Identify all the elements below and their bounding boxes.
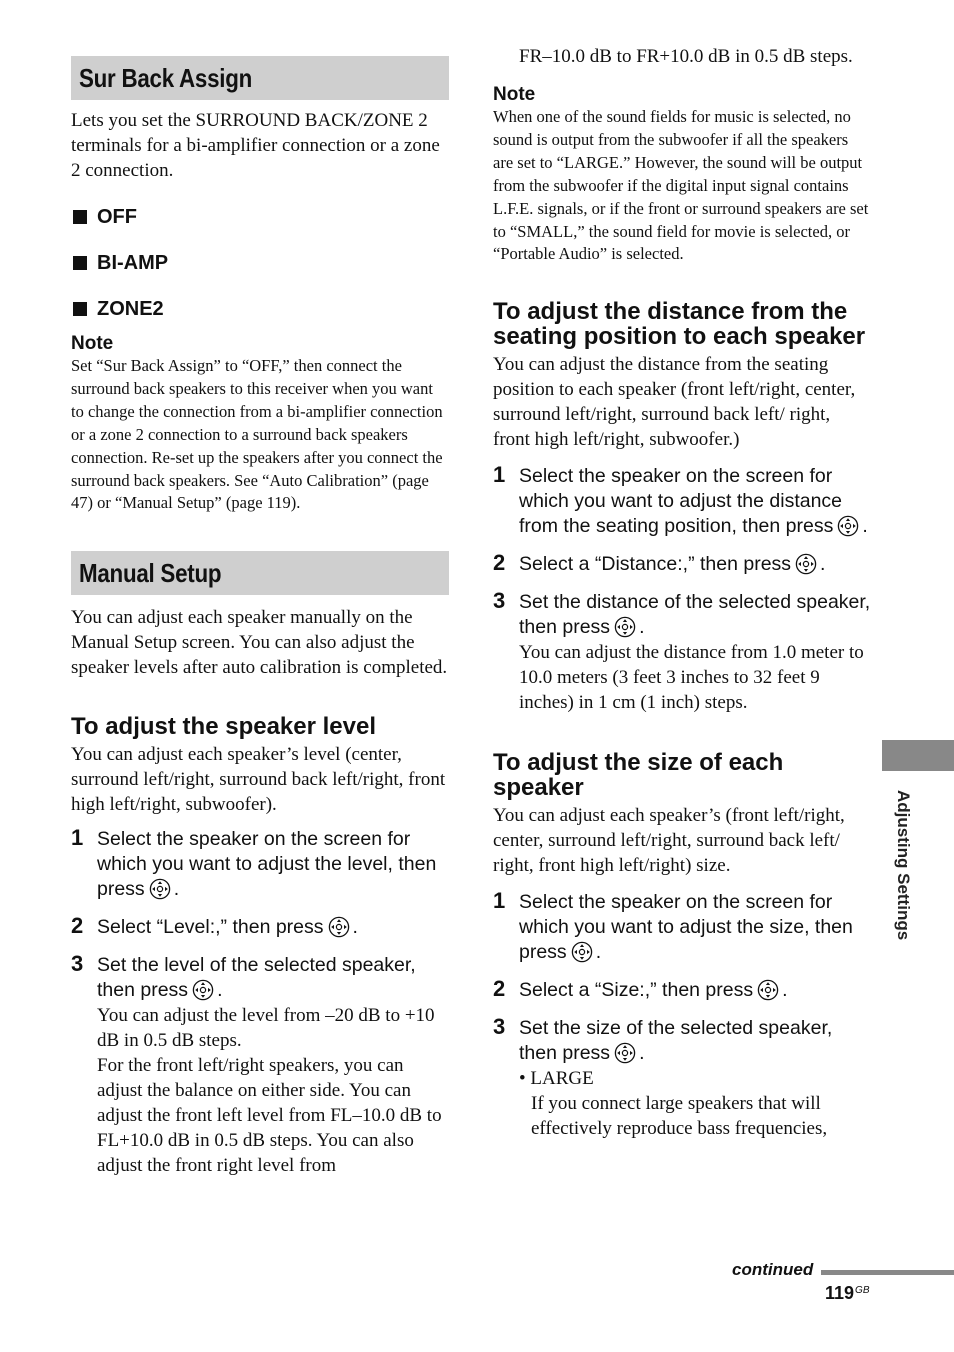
enter-button-icon	[192, 979, 214, 1001]
section-header-sur-back-assign	[71, 56, 449, 100]
option-off	[71, 205, 449, 229]
level-step-3: 3 Set the level of the selected speaker, then press . You can adjust the level from –20 dB to +10 dB in 0.5 dB steps. For the front left/right speakers, you can adjust the balance on either side. You can adjust the front left level from FL–10.0 dB to FL+10.0 dB in 0.5 dB steps. You can also adjust the front right level from	[71, 953, 449, 1178]
step-number: 2	[493, 976, 506, 1002]
level-step-1: 1 Select the speaker on the screen for which you want to adjust the level, then press .	[71, 825, 437, 901]
continued-bar	[821, 1270, 954, 1275]
step-description: For the front left/right speakers, you can adjust the balance on either side. You can adjust the front left level from FL–10.0 dB to FL+10.0 dB in 0.5 dB steps. You can also adjust the front right level from	[97, 1055, 442, 1177]
step-description: You can adjust the level from –20 dB to +10 dB in 0.5 dB steps.	[97, 1005, 435, 1052]
distance-step-3: 3 Set the distance of the selected speaker, then press . You can adjust the distance from 1.0 meter to 10.0 meters (3 feet 3 inches to 32 feet 9 inches) in 1 cm (1 inch) steps.	[493, 588, 871, 714]
chapter-tab	[882, 740, 954, 771]
heading-speaker-level: To adjust the speaker level	[71, 713, 377, 741]
heading-distance: To adjust the distance from the seating position to each speaker	[493, 298, 866, 351]
note-label: Note	[493, 84, 536, 105]
step-number: 1	[493, 462, 506, 488]
left-column	[71, 56, 449, 1178]
enter-button-icon	[149, 878, 171, 900]
size-intro: You can adjust each speaker’s (front left/right, center, surround left/right, surround back left/ right, front high left/right) size.	[493, 805, 845, 877]
step-number: 2	[493, 550, 506, 576]
section-header-manual-setup	[71, 551, 449, 595]
level-continued-text: FR–10.0 dB to FR+10.0 dB in 0.5 dB steps.	[519, 46, 853, 67]
option-label: OFF	[97, 206, 137, 228]
step-number: 3	[493, 1014, 506, 1040]
heading-size: To adjust the size of each speaker	[493, 749, 784, 802]
bullet-large: • LARGE	[519, 1068, 594, 1090]
note-text: Set “Sur Back Assign” to “OFF,” then connect the surround back speakers to this receiver when you want to change the connection from a bi-amplifier connection or a zone 2 connection to a surround back speakers connection. Re-set up the speakers after you connect the surround back speakers. See “Auto Calibration” (page 47) or “Manual Setup” (page 119).	[71, 356, 443, 513]
step-description: You can adjust the distance from 1.0 meter to 10.0 meters (3 feet 3 inches to 32 feet 9 inches) in 1 cm (1 inch) steps.	[519, 642, 864, 714]
chapter-label: Adjusting Settings	[894, 790, 913, 941]
enter-button-icon	[614, 1042, 636, 1064]
page-suffix: GB	[855, 1285, 870, 1296]
option-label: ZONE2	[97, 298, 164, 320]
square-bullet-icon	[73, 302, 87, 316]
continued-label: continued	[732, 1260, 814, 1279]
right-column	[493, 44, 871, 1141]
chapter-side-label	[893, 790, 913, 970]
step-text: Select a “Distance:,” then press	[519, 553, 792, 576]
step-text: Set the level of the selected speaker, then press	[97, 954, 416, 1002]
section-title: Manual Setup	[79, 557, 222, 588]
enter-button-icon	[795, 553, 817, 575]
step-number: 3	[71, 951, 84, 977]
step-text: Set the distance of the selected speaker, then press	[519, 591, 871, 639]
step-text: Select “Level:,” then press	[97, 916, 324, 939]
size-step-3: 3 Set the size of the selected speaker, then press . • LARGE If you connect large speakers that will effectively reproduce bass frequencies,	[493, 1016, 871, 1141]
step-number: 1	[493, 888, 506, 914]
step-text: Set the size of the selected speaker, then press	[519, 1017, 833, 1065]
step-text: Select the speaker on the screen for which you want to adjust the size, then press	[519, 891, 853, 964]
step-text: Select the speaker on the screen for which you want to adjust the distance from the seating position, then press	[519, 465, 843, 538]
bullet-description: If you connect large speakers that will effectively reproduce bass frequencies,	[531, 1093, 828, 1140]
size-step-1: 1 Select the speaker on the screen for which you want to adjust the size, then press .	[493, 888, 853, 964]
step-number: 1	[71, 825, 84, 851]
option-zone2	[71, 297, 449, 321]
step-text: Select a “Size:,” then press	[519, 979, 754, 1002]
distance-intro: You can adjust the distance from the seating position to each speaker (front left/right, center, surround left/right, surround back left/ right, front high left/right, subwoofer.)	[493, 354, 856, 451]
option-label: BI-AMP	[97, 252, 169, 274]
enter-button-icon	[571, 941, 593, 963]
enter-button-icon	[328, 916, 350, 938]
page-number-value: 119	[825, 1283, 855, 1303]
page-number	[825, 1283, 870, 1304]
step-number: 2	[71, 913, 84, 939]
enter-button-icon	[614, 616, 636, 638]
level-step-2: 2 Select “Level:,” then press .	[71, 913, 358, 939]
size-step-2: 2 Select a “Size:,” then press .	[493, 976, 788, 1002]
step-number: 3	[493, 588, 506, 614]
manual-setup-intro: You can adjust each speaker manually on the Manual Setup screen. You can also adjust the speaker levels after auto calibration is completed.	[71, 607, 448, 679]
square-bullet-icon	[73, 256, 87, 270]
note-label: Note	[71, 333, 114, 354]
note-text: When one of the sound fields for music is selected, no sound is output from the subwoofer if all the speakers are set to “LARGE.” However, the sound will be output from the subwoofer if the digital input signal contains L.F.E. signals, or if the front or surround speakers are set to “SMALL,” the sound field for movie is selected, or “Portable Audio” is selected.	[493, 107, 869, 264]
enter-button-icon	[837, 515, 859, 537]
section-title: Sur Back Assign	[79, 62, 253, 93]
square-bullet-icon	[73, 210, 87, 224]
enter-button-icon	[757, 979, 779, 1001]
option-bi-amp	[71, 251, 449, 275]
speaker-level-intro: You can adjust each speaker’s level (center, surround left/right, surround back left/right, front high left/right, subwoofer).	[71, 744, 446, 816]
sur-back-intro: Lets you set the SURROUND BACK/ZONE 2 terminals for a bi-amplifier connection or a zone 2 connection.	[71, 110, 440, 181]
distance-step-1: 1 Select the speaker on the screen for which you want to adjust the distance from the seating position, then press .	[493, 462, 868, 538]
step-text: Select the speaker on the screen for which you want to adjust the level, then press	[97, 828, 437, 901]
distance-step-2: 2 Select a “Distance:,” then press .	[493, 550, 826, 576]
